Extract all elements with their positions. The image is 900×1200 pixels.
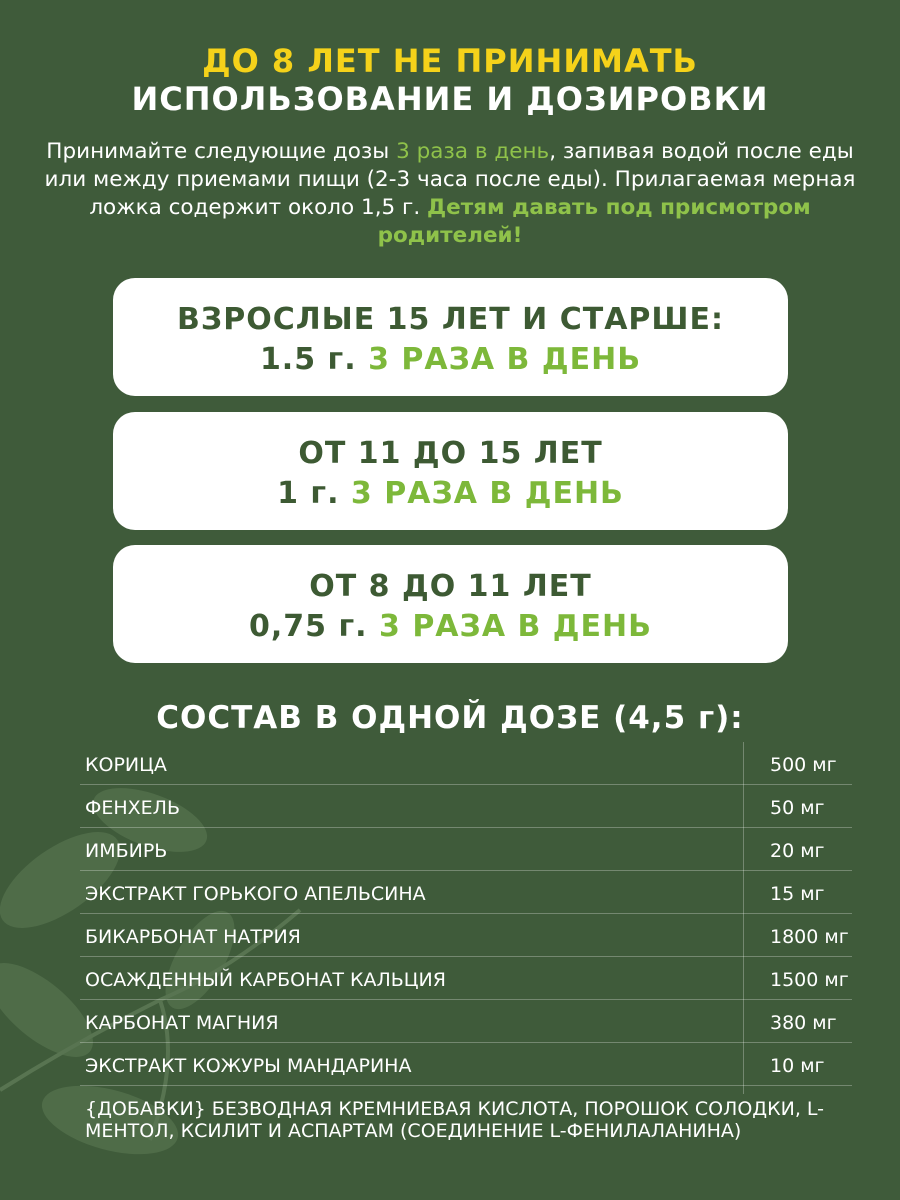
dosage-card-11-15 bbox=[113, 412, 788, 530]
ingredient-amount: 380 мг bbox=[770, 1012, 837, 1034]
table-row bbox=[80, 1043, 852, 1086]
table-row bbox=[80, 828, 852, 871]
ingredient-name: ЭКСТРАКТ КОЖУРЫ МАНДАРИНА bbox=[85, 1055, 412, 1077]
dosage-amount-line bbox=[113, 607, 788, 647]
dosage-frequency: 3 РАЗА В ДЕНЬ bbox=[368, 342, 642, 377]
composition-title: СОСТАВ В ОДНОЙ ДОЗЕ (4,5 г): bbox=[156, 700, 744, 736]
table-row bbox=[80, 785, 852, 828]
dosage-age: ВЗРОСЛЫЕ 15 ЛЕТ И СТАРШЕ: bbox=[177, 302, 724, 337]
dosage-card-8-11 bbox=[113, 545, 788, 663]
ingredient-amount: 500 мг bbox=[770, 754, 837, 776]
ingredient-amount: 20 мг bbox=[770, 840, 825, 862]
age-warning: ДО 8 ЛЕТ НЕ ПРИНИМАТЬ bbox=[202, 42, 698, 80]
ingredient-amount: 15 мг bbox=[770, 883, 825, 905]
ingredient-name: КАРБОНАТ МАГНИЯ bbox=[85, 1012, 279, 1034]
intro-highlight-frequency: 3 раза в день bbox=[396, 139, 550, 164]
composition-table bbox=[80, 742, 852, 1086]
table-row bbox=[80, 871, 852, 914]
ingredient-name: ЭКСТРАКТ ГОРЬКОГО АПЕЛЬСИНА bbox=[85, 883, 426, 905]
table-row bbox=[80, 742, 852, 785]
ingredient-name: КОРИЦА bbox=[85, 754, 167, 776]
dosage-frequency: 3 РАЗА В ДЕНЬ bbox=[350, 476, 624, 511]
intro-text-2: , запивая водой после еды или между приемами пищи (2-3 часа после еды). Прилагаемая мерная ложка содержит около 1,5 г. bbox=[44, 139, 856, 220]
ingredient-amount: 50 мг bbox=[770, 797, 825, 819]
ingredient-amount: 1800 мг bbox=[770, 926, 849, 948]
dosage-card-adults bbox=[113, 278, 788, 396]
page-title: ИСПОЛЬЗОВАНИЕ И ДОЗИРОВКИ bbox=[131, 80, 769, 118]
ingredient-name: ОСАЖДЕННЫЙ КАРБОНАТ КАЛЬЦИЯ bbox=[85, 969, 446, 991]
table-row bbox=[80, 1000, 852, 1043]
ingredient-amount: 10 мг bbox=[770, 1055, 825, 1077]
intro-highlight-children: Детям давать под присмотром родителей! bbox=[377, 195, 811, 248]
dosage-amount-line bbox=[113, 474, 788, 514]
dosage-age: ОТ 8 ДО 11 ЛЕТ bbox=[309, 569, 592, 604]
dosage-amount: 0,75 г. bbox=[249, 609, 368, 644]
table-row bbox=[80, 957, 852, 1000]
additives-note: {ДОБАВКИ} БЕЗВОДНАЯ КРЕМНИЕВАЯ КИСЛОТА, ПОРОШОК СОЛОДКИ, L-МЕНТОЛ, КСИЛИТ И АСПАРТАМ (СОЕДИНЕНИЕ L-ФЕНИЛАЛАНИНА) bbox=[85, 1098, 825, 1142]
ingredient-name: ФЕНХЕЛЬ bbox=[85, 797, 180, 819]
usage-instructions bbox=[40, 138, 860, 250]
ingredient-name: ИМБИРЬ bbox=[85, 840, 168, 862]
dosage-frequency: 3 РАЗА В ДЕНЬ bbox=[379, 609, 652, 644]
table-row bbox=[80, 914, 852, 957]
ingredient-name: БИКАРБОНАТ НАТРИЯ bbox=[85, 926, 301, 948]
ingredient-amount: 1500 мг bbox=[770, 969, 849, 991]
dosage-amount-line bbox=[113, 340, 788, 380]
intro-text-1: Принимайте следующие дозы bbox=[46, 139, 397, 164]
dosage-amount: 1 г. bbox=[277, 476, 340, 511]
dosage-age: ОТ 11 ДО 15 ЛЕТ bbox=[298, 436, 603, 471]
dosage-amount: 1.5 г. bbox=[259, 342, 357, 377]
